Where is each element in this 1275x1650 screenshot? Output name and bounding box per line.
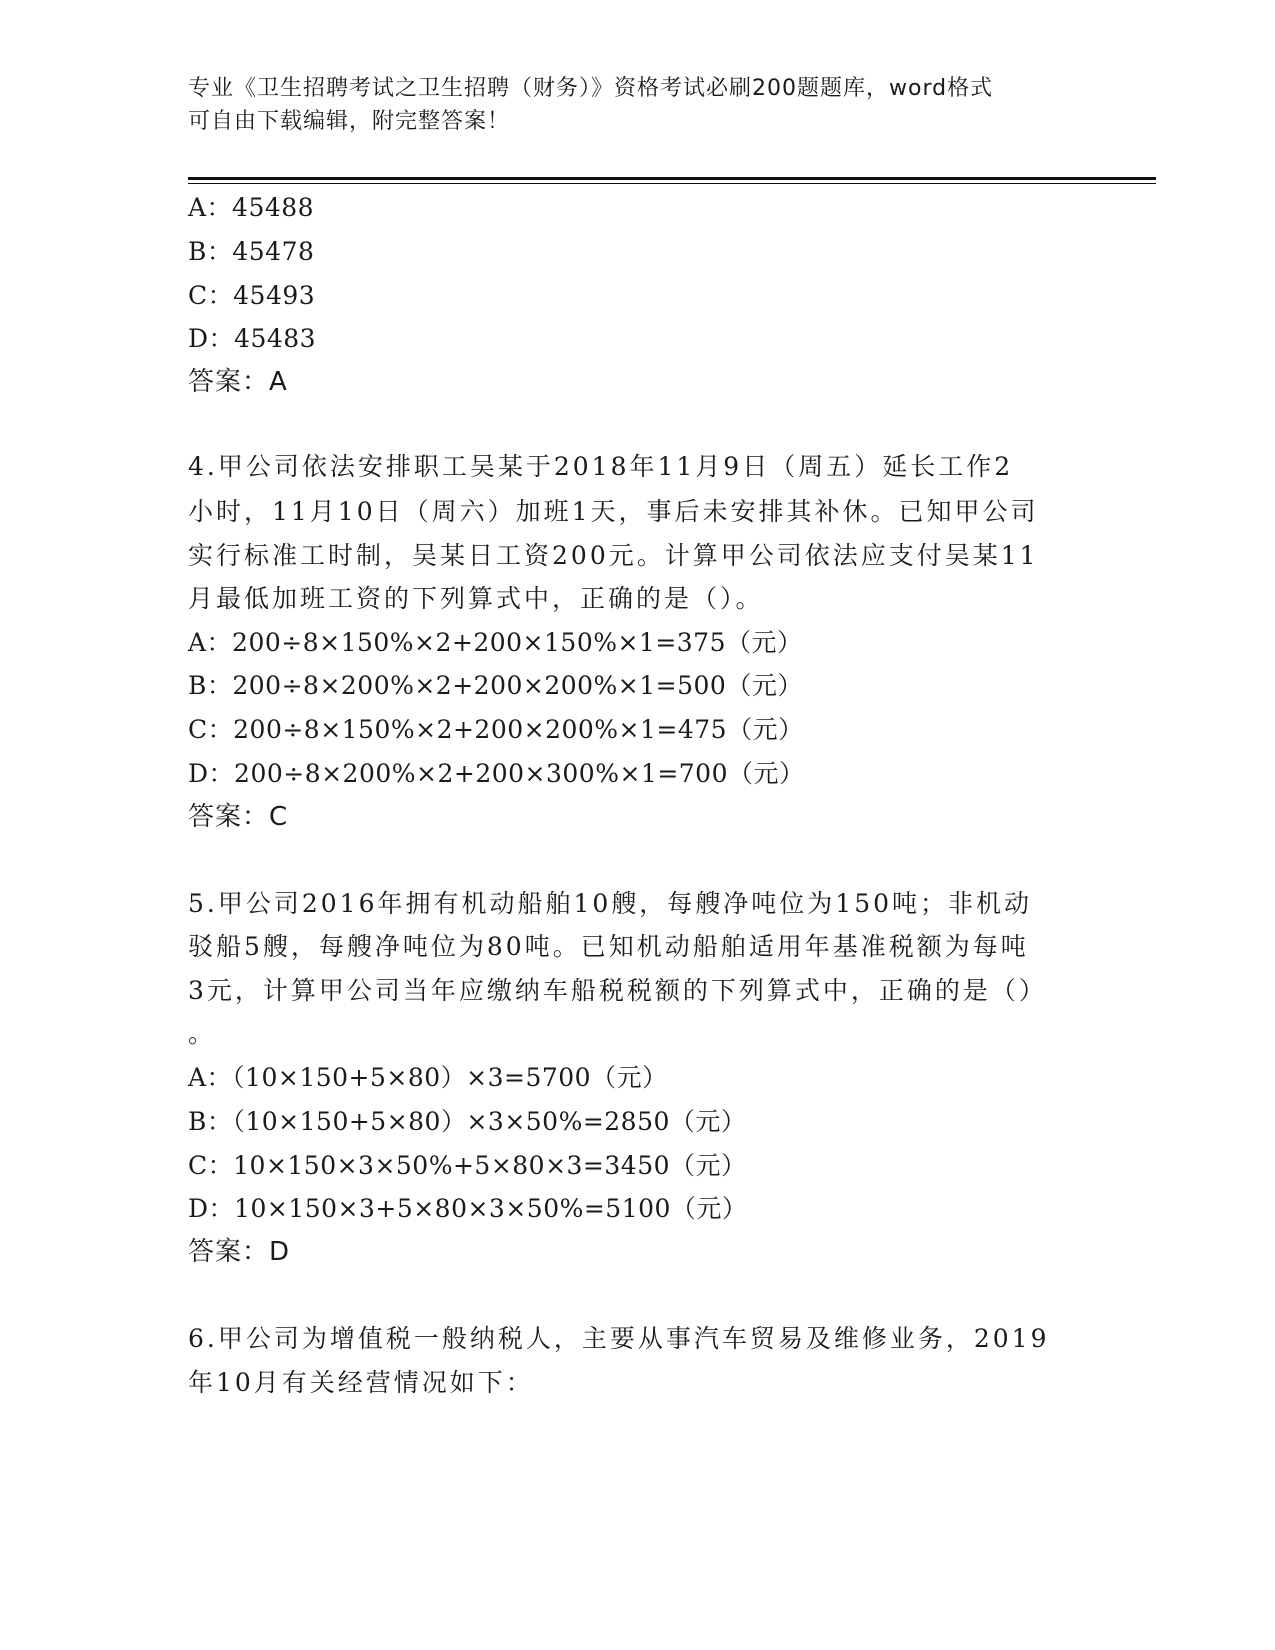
q3-option-d: D：45483 [188,324,317,353]
q5-option-d: D：10×150×3+5×80×3×50%=5100（元） [188,1194,748,1223]
q3-option-b: B：45478 [188,237,315,266]
q4-option-c: C：200÷8×150%×2+200×200%×1=475（元） [188,715,804,744]
q4-option-a: A：200÷8×150%×2+200×150%×1=375（元） [188,628,803,657]
q5-stem-line-4: 。 [188,1019,217,1048]
q4-stem-line-3: 实行标准工时制，吴某日工资200元。计算甲公司依法应支付吴某11 [188,541,1039,570]
q4-option-b: B：200÷8×200%×2+200×200%×1=500（元） [188,671,803,700]
q3-option-c: C：45493 [188,281,316,310]
q3-answer: 答案：A [188,367,288,397]
q4-stem-line-1: 4.甲公司依法安排职工吴某于2018年11月9日（周五）延长工作2 [188,452,1014,481]
q6-stem-line-1: 6.甲公司为增值税一般纳税人，主要从事汽车贸易及维修业务，2019 [188,1324,1050,1353]
header-line-2: 可自由下载编辑，附完整答案！ [188,109,511,134]
q5-option-c: C：10×150×3×50%+5×80×3=3450（元） [188,1151,747,1180]
q6-stem-line-2: 年10月有关经营情况如下： [188,1368,534,1397]
q5-stem-line-1: 5.甲公司2016年拥有机动船舶10艘，每艘净吨位为150吨；非机动 [188,889,1033,918]
q5-option-b: B：（10×150+5×80）×3×50%=2850（元） [188,1107,747,1136]
q5-option-a: A：（10×150+5×80）×3=5700（元） [188,1063,668,1092]
header-divider-thin [188,183,1156,184]
q5-answer: 答案：D [188,1237,291,1267]
document-header [188,72,1078,138]
header-divider-thick [188,177,1156,180]
q3-option-a: A：45488 [188,193,315,222]
q5-stem-line-2: 驳船5艘，每艘净吨位为80吨。已知机动船舶适用年基准税额为每吨 [188,932,1029,961]
q4-answer: 答案：C [188,802,289,832]
header-line-1: 专业《卫生招聘考试之卫生招聘（财务）》资格考试必刷200题题库，word格式 [188,76,994,101]
q4-stem-line-4: 月最低加班工资的下列算式中，正确的是（）。 [188,584,764,613]
q4-option-d: D：200÷8×200%×2+200×300%×1=700（元） [188,759,805,788]
q5-stem-line-3: 3元，计算甲公司当年应缴纳车船税税额的下列算式中，正确的是（） [188,976,1047,1005]
q4-stem-line-2: 小时，11月10日（周六）加班1天，事后未安排其补休。已知甲公司 [188,497,1039,526]
